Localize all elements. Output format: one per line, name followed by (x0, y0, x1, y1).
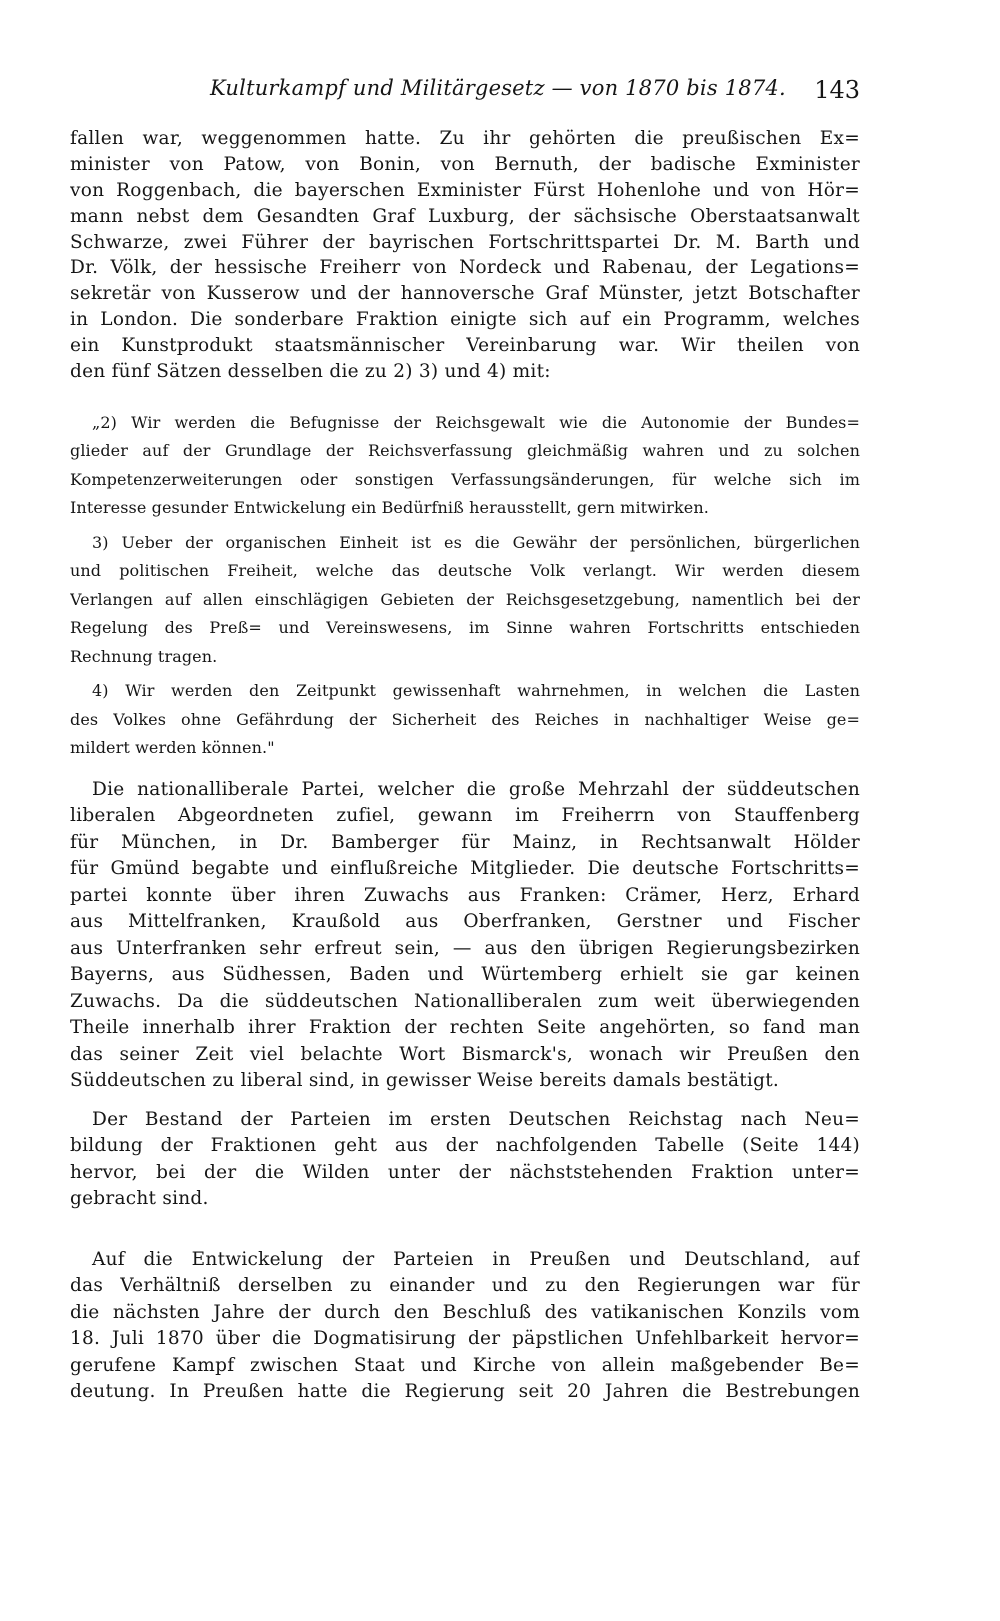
quote-line: 3) Ueber der organischen Einheit ist es die Gewähr der persönlichen, bürgerlichen (92, 532, 860, 552)
text-line: Der Bestand der Parteien im ersten Deutschen Reichstag nach Neu= (92, 1108, 860, 1130)
text-line: Die nationalliberale Partei, welcher die große Mehrzahl der süddeutschen (92, 778, 860, 800)
text-line: in London. Die sonderbare Fraktion einigte sich auf ein Programm, welches (70, 309, 860, 331)
text-line: liberalen Abgeordneten zufiel, gewann im Freiherrn von Stauffenberg (70, 805, 860, 827)
text-line: Schwarze, zwei Führer der bayrischen Fortschrittspartei Dr. M. Barth und (70, 231, 860, 253)
text-line: Auf die Entwickelung der Parteien in Preußen und Deutschland, auf (92, 1248, 860, 1270)
text-line: deutung. In Preußen hatte die Regierung seit 20 Jahren die Bestrebungen (70, 1381, 860, 1403)
text-line: mann nebst dem Gesandten Graf Luxburg, der sächsische Oberstaatsanwalt (70, 205, 860, 227)
running-title: Kulturkampf und Militärgesetz — von 1870 bis 1874. (210, 76, 786, 100)
text-line: gerufene Kampf zwischen Staat und Kirche von allein maßgebender Be= (70, 1354, 860, 1376)
quote-line: Kompetenzerweiterungen oder sonstigen Verfassungsänderungen, für welche sich im (70, 469, 860, 489)
text-line: von Roggenbach, die bayerschen Exminister Fürst Hohenlohe und von Hör= (70, 179, 860, 201)
text-line: für Gmünd begabte und einflußreiche Mitglieder. Die deutsche Fortschritts= (70, 858, 860, 880)
text-line: Bayerns, aus Südhessen, Baden und Würtemberg erhielt sie gar keinen (70, 964, 860, 986)
quote-line: „2) Wir werden die Befugnisse der Reichsgewalt wie die Autonomie der Bundes= (92, 412, 860, 432)
quote-line: glieder auf der Grundlage der Reichsverfassung gleichmäßig wahren und zu solchen (70, 441, 860, 461)
page-body (70, 126, 860, 1406)
quote-item-3 (70, 529, 860, 672)
text-line: aus Unterfranken sehr erfreut sein, — aus den übrigen Regierungsbezirken (70, 937, 860, 959)
text-line: den fünf Sätzen desselben die zu 2) 3) und 4) mit: (70, 361, 551, 383)
quote-line: und politischen Freiheit, welche das deutsche Volk verlangt. Wir werden diesem (70, 561, 860, 581)
text-line: für München, in Dr. Bamberger für Mainz, in Rechtsanwalt Hölder (70, 831, 860, 853)
text-line: fallen war, weggenommen hatte. Zu ihr gehörten die preußischen Ex= (70, 128, 860, 149)
text-line: die nächsten Jahre der durch den Beschluß des vatikanischen Konzils vom (70, 1301, 860, 1323)
page-header (70, 76, 860, 112)
paragraph-4 (70, 1247, 860, 1406)
quote-item-4 (70, 677, 860, 763)
quote-line: Regelung des Preß= und Vereinswesens, im Sinne wahren Fortschritts entschieden (70, 618, 860, 638)
paragraph-2 (70, 777, 860, 1095)
text-line: partei konnte über ihren Zuwachs aus Franken: Crämer, Herz, Erhard (70, 884, 860, 906)
text-line: gebracht sind. (70, 1188, 209, 1210)
text-line: bildung der Fraktionen geht aus der nachfolgenden Tabelle (Seite 144) (70, 1135, 860, 1157)
quote-line: Verlangen auf allen einschlägigen Gebieten der Reichsgesetzgebung, namentlich bei der (70, 589, 860, 609)
quote-line: 4) Wir werden den Zeitpunkt gewissenhaft wahrnehmen, in welchen die Lasten (92, 681, 860, 701)
text-line: ein Kunstprodukt staatsmännischer Vereinbarung war. Wir theilen von (70, 335, 860, 357)
text-line: 18. Juli 1870 über die Dogmatisirung der päpstlichen Unfehlbarkeit hervor= (70, 1328, 860, 1350)
paragraph-3 (70, 1107, 860, 1213)
page-number: 143 (814, 76, 860, 104)
text-line: aus Mittelfranken, Kraußold aus Oberfranken, Gerstner und Fischer (70, 911, 860, 933)
text-line: Theile innerhalb ihrer Fraktion der rechten Seite angehörten, so fand man (70, 1017, 860, 1039)
programme-quote (70, 409, 860, 763)
text-line: sekretär von Kusserow und der hannoversche Graf Münster, jetzt Botschafter (70, 283, 860, 305)
text-line: das seiner Zeit viel belachte Wort Bismarck's, wonach wir Preußen den (70, 1043, 860, 1065)
quote-line: mildert werden können." (70, 738, 275, 758)
text-line: Dr. Völk, der hessische Freiherr von Nordeck und Rabenau, der Legations= (70, 257, 860, 279)
text-line: Zuwachs. Da die süddeutschen Nationalliberalen zum weit überwiegenden (70, 990, 860, 1012)
text-line: hervor, bei der die Wilden unter der nächststehenden Fraktion unter= (70, 1161, 860, 1183)
quote-line: des Volkes ohne Gefährdung der Sicherheit des Reiches in nachhaltiger Weise ge= (70, 709, 860, 729)
text-line: minister von Patow, von Bonin, von Bernuth, der badische Exminister (70, 153, 860, 175)
quote-line: Interesse gesunder Entwickelung ein Bedürfniß herausstellt, gern mitwirken. (70, 498, 709, 518)
text-line: das Verhältniß derselben zu einander und zu den Regierungen war für (70, 1275, 860, 1297)
quote-line: Rechnung tragen. (70, 646, 218, 666)
paragraph-1 (70, 126, 860, 385)
quote-item-2 (70, 409, 860, 523)
text-line: Süddeutschen zu liberal sind, in gewisser Weise bereits damals bestätigt. (70, 1070, 780, 1092)
